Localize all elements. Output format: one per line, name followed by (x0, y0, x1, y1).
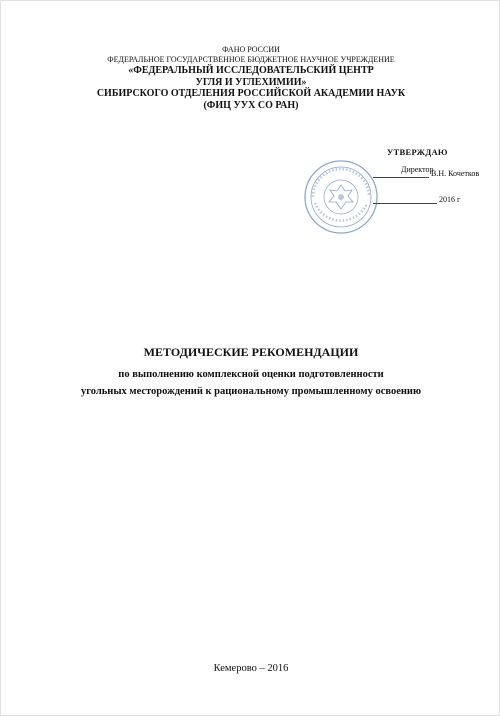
document-subtitle-line2: угольных месторождений к рациональному промышленному освоению (81, 386, 421, 397)
approval-title: УТВЕРЖДАЮ (387, 147, 448, 157)
institution-name-line1: «ФЕДЕРАЛЬНЫЙ ИССЛЕДОВАТЕЛЬСКИЙ ЦЕНТР (128, 65, 374, 76)
document-title-block (1, 344, 500, 400)
agency-name: ФАНО РОССИИ (222, 45, 280, 54)
institution-name-line2: УГЛЯ И УГЛЕХИМИИ» (195, 76, 307, 88)
director-role: Директор (401, 165, 434, 174)
institution-name-line3: СИБИРСКОГО ОТДЕЛЕНИЯ РОССИЙСКОЙ АКАДЕМИИ НАУК (96, 88, 406, 99)
approval-date: 2016 г (439, 195, 461, 204)
date-line (373, 203, 437, 204)
approval-block (301, 147, 491, 227)
document-title: МЕТОДИЧЕСКИЕ РЕКОМЕНДАЦИИ (143, 345, 359, 359)
institution-type: ФЕДЕРАЛЬНОЕ ГОСУДАРСТВЕННОЕ БЮДЖЕТНОЕ НАУЧНОЕ УЧРЕЖДЕНИЕ (107, 55, 395, 64)
document-subtitle-line1: по выполнению комплексной оценки подготовленности (118, 369, 384, 380)
director-name: В.Н. Кочетков (431, 169, 480, 178)
place-and-year: Кемерово – 2016 (213, 663, 289, 674)
institution-abbreviation: (ФИЦ УУХ СО РАН) (203, 99, 299, 111)
organization-header (1, 45, 500, 111)
signature-line (373, 177, 429, 178)
